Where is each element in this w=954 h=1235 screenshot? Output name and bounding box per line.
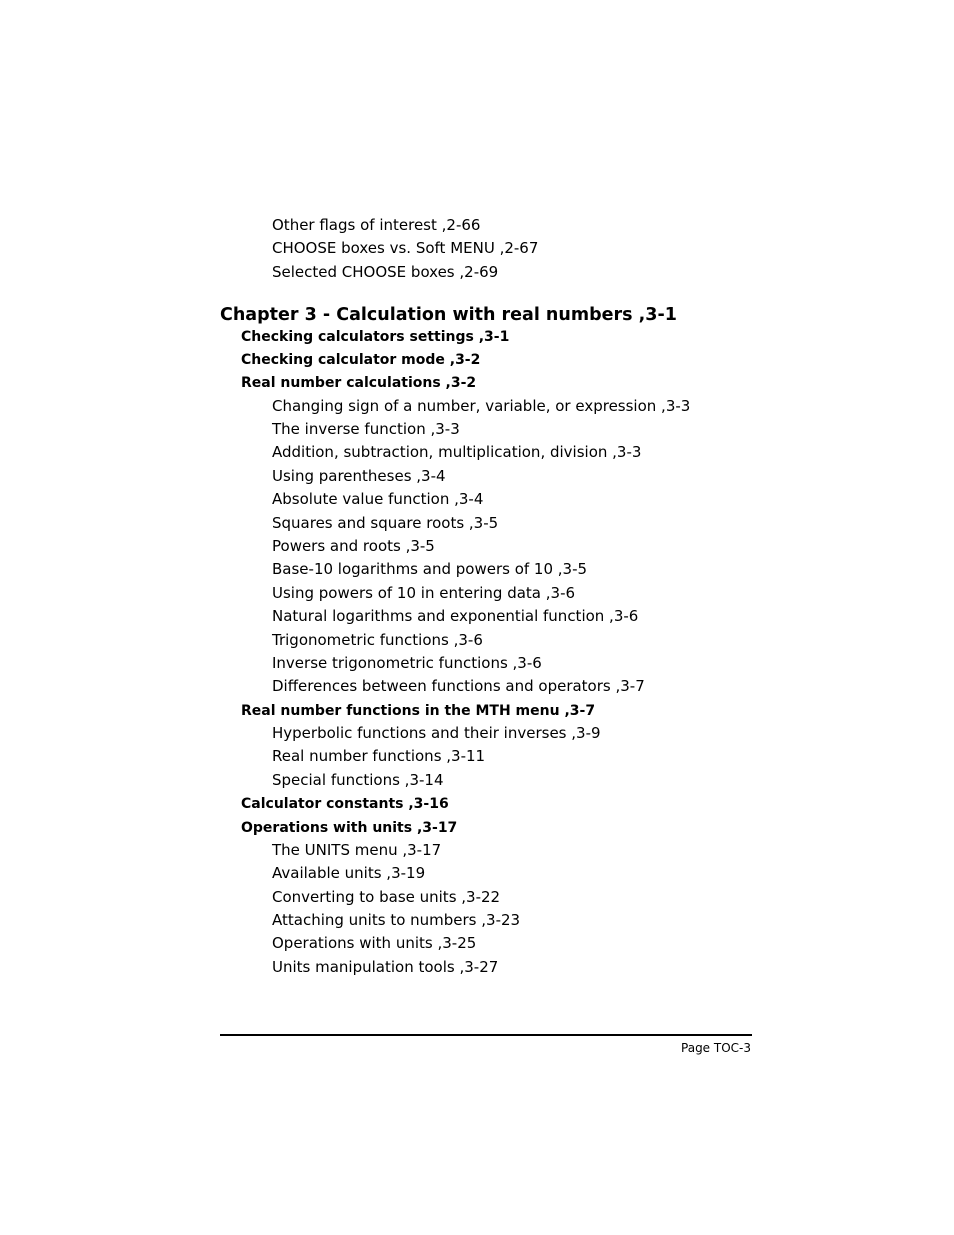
toc-entry: Available units ,3-19	[272, 864, 426, 882]
toc-section: Checking calculator mode ,3-2	[241, 352, 481, 368]
toc-entry: Using parentheses ,3-4	[272, 467, 446, 485]
toc-section: Real number calculations ,3-2	[241, 375, 477, 391]
toc-entry: Absolute value function ,3-4	[272, 490, 484, 508]
page-number: Page TOC-3	[681, 1041, 751, 1055]
toc-section: Checking calculators settings ,3-1	[241, 329, 510, 345]
toc-entry: Selected CHOOSE boxes ,2-69	[272, 263, 499, 281]
toc-entry: Base-10 logarithms and powers of 10 ,3-5	[272, 560, 588, 578]
footer-divider	[220, 1034, 752, 1036]
toc-entry: Attaching units to numbers ,3-23	[272, 911, 521, 929]
toc-entry: Hyperbolic functions and their inverses ,3-9	[272, 724, 601, 742]
toc-entry: Using powers of 10 in entering data ,3-6	[272, 584, 576, 602]
toc-section: Operations with units ,3-17	[241, 820, 458, 836]
toc-entry: Other flags of interest ,2-66	[272, 216, 481, 234]
toc-entry: The UNITS menu ,3-17	[272, 841, 442, 859]
toc-entry: Natural logarithms and exponential function ,3-6	[272, 607, 639, 625]
toc-entry: Powers and roots ,3-5	[272, 537, 435, 555]
toc-entry: Inverse trigonometric functions ,3-6	[272, 654, 542, 672]
toc-entry: Addition, subtraction, multiplication, division ,3-3	[272, 443, 642, 461]
toc-entry: Differences between functions and operators ,3-7	[272, 677, 645, 695]
toc-entry: Trigonometric functions ,3-6	[272, 631, 483, 649]
toc-entry: Changing sign of a number, variable, or expression ,3-3	[272, 397, 691, 415]
toc-entry: CHOOSE boxes vs. Soft MENU ,2-67	[272, 239, 539, 257]
toc-entry: Operations with units ,3-25	[272, 934, 477, 952]
toc-entry: Units manipulation tools ,3-27	[272, 958, 499, 976]
chapter-heading: Chapter 3 - Calculation with real numbers ,3-1	[220, 305, 677, 325]
toc-entry: Converting to base units ,3-22	[272, 888, 501, 906]
toc-entry: Squares and square roots ,3-5	[272, 514, 499, 532]
toc-section: Calculator constants ,3-16	[241, 796, 449, 812]
toc-section: Real number functions in the MTH menu ,3-7	[241, 703, 596, 719]
toc-entry: Real number functions ,3-11	[272, 747, 486, 765]
toc-entry: Special functions ,3-14	[272, 771, 444, 789]
toc-entry: The inverse function ,3-3	[272, 420, 460, 438]
